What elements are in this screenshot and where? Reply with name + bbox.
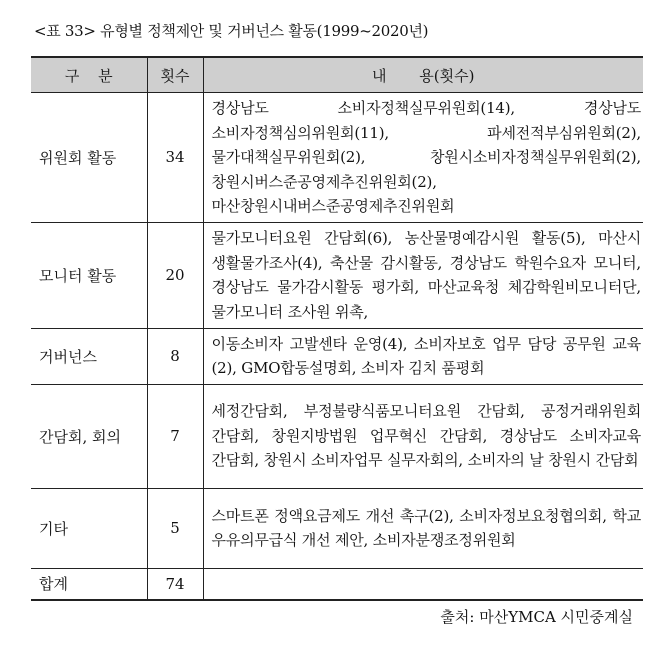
source-note: 출처: 마산YMCA 시민중계실 <box>440 608 633 626</box>
table-row <box>31 93 643 223</box>
table-caption: <표 33> 유형별 정책제안 및 거버넌스 활동(1999~2020년) <box>34 22 429 40</box>
total-count: 74 <box>147 568 203 600</box>
row-content: 세정간담회, 부정불량식품모니터요원 간담회, 공정거래위원회 간담회, 창원지방법원 업무혁신 간담회, 경상남도 소비자교육 간담회, 창원시 소비자업무 실무자회의, 소비자의 날 창원시 간담회 <box>203 384 643 488</box>
table-row <box>31 488 643 568</box>
row-category: 거버넌스 <box>31 328 147 384</box>
row-count: 5 <box>147 488 203 568</box>
header-content: 내 용(횟수) <box>203 57 643 93</box>
total-content <box>203 568 643 600</box>
header-count: 횟수 <box>147 57 203 93</box>
row-content: 스마트폰 정액요금제도 개선 촉구(2), 소비자정보요청협의회, 학교 우유의무급식 개선 제안, 소비자분쟁조정위원회 <box>203 488 643 568</box>
row-category: 모니터 활동 <box>31 222 147 328</box>
row-count: 8 <box>147 328 203 384</box>
row-content: 물가모니터요원 간담회(6), 농산물명예감시원 활동(5), 마산시 생활물가조사(4), 축산물 감시활동, 경상남도 학원수요자 모니터, 경상남도 물가감시활동 평가회, 마산교육청 체감학원비모니터단, 물가모니터 조사원 위촉, <box>203 222 643 328</box>
row-count: 20 <box>147 222 203 328</box>
table-row <box>31 222 643 328</box>
row-count: 7 <box>147 384 203 488</box>
row-category: 기타 <box>31 488 147 568</box>
row-category: 위원회 활동 <box>31 93 147 223</box>
row-count: 34 <box>147 93 203 223</box>
table-header-row <box>31 57 643 93</box>
row-content: 이동소비자 고발센타 운영(4), 소비자보호 업무 담당 공무원 교육(2), GMO합동설명회, 소비자 김치 품평회 <box>203 328 643 384</box>
table-row <box>31 328 643 384</box>
header-category: 구 분 <box>31 57 147 93</box>
table-row <box>31 384 643 488</box>
table-total-row <box>31 568 643 600</box>
total-label: 합계 <box>31 568 147 600</box>
row-category: 간담회, 회의 <box>31 384 147 488</box>
row-content: 경상남도 소비자정책실무위원회(14), 경상남도 소비자정책심의위원회(11), 파세전적부심위원회(2), 물가대책실무위원회(2), 창원시소비자정책실무위원회(2), 창원시버스준공영제추진위원회(2), 마산창원시내버스준공영제추진위원회 <box>203 93 643 223</box>
activity-table <box>31 56 643 601</box>
